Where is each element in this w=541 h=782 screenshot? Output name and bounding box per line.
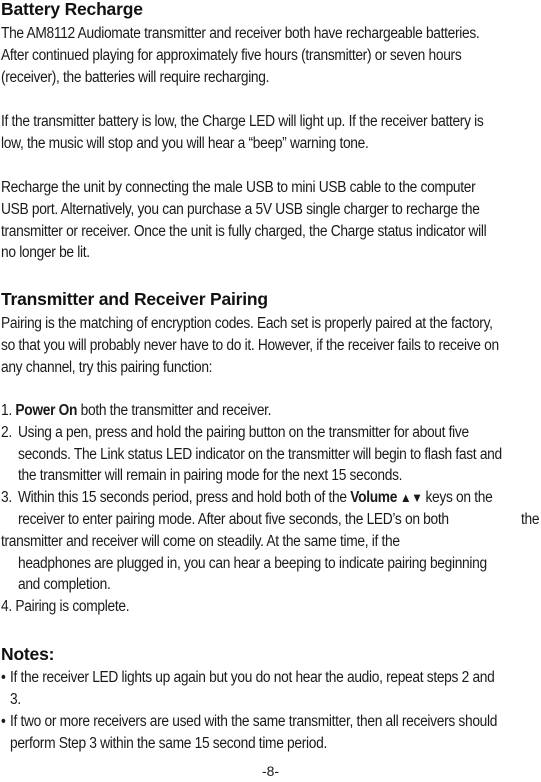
step-1 — [1, 400, 271, 422]
volume-up-down-icon: ▲▼ — [397, 490, 426, 505]
note-1-line1: If the receiver LED lights up again but you do not hear the audio, repeat steps 2 and — [10, 669, 495, 686]
note-1-bullet: • — [1, 669, 6, 686]
battery-p1-line2: After continued playing for approximately five hours (transmitter) or seven hours — [1, 47, 462, 64]
step-1-text: both the transmitter and receiver. — [77, 402, 272, 419]
battery-p3-line2: USB port. Alternatively, you can purchase a 5V USB single charger to recharge the — [1, 201, 480, 218]
pairing-heading: Transmitter and Receiver Pairing — [1, 289, 268, 309]
step-3-line1 — [18, 487, 492, 509]
step-1-number: 1. — [1, 402, 12, 419]
step-2-line3: the transmitter will remain in pairing mode for the next 15 seconds. — [18, 467, 403, 484]
battery-recharge-heading: Battery Recharge — [1, 0, 143, 19]
pairing-intro-line1: Pairing is the matching of encryption codes. Each set is properly paired at the factory, — [1, 315, 493, 332]
step-3-line3: transmitter and receiver will come on steadily. At the same time, if the — [1, 533, 400, 550]
notes-heading: Notes: — [1, 644, 55, 664]
step-3-line1-text: Within this 15 seconds period, press and hold both of the — [18, 489, 351, 506]
note-2-line2: perform Step 3 within the same 15 second time period. — [10, 735, 327, 752]
battery-p3-line3: transmitter or receiver. Once the unit is fully charged, the Charge status indicator will — [1, 223, 487, 240]
note-2-line1: If two or more receivers are used with the same transmitter, then all receivers should — [10, 713, 498, 730]
battery-p1-line3: (receiver), the batteries will require recharging. — [1, 69, 270, 86]
step-4-text: Pairing is complete. — [15, 598, 130, 615]
step-3-number: 3. — [1, 489, 12, 506]
step-2-line1: Using a pen, press and hold the pairing button on the transmitter for about five — [18, 424, 469, 441]
step-3-line2: receiver to enter pairing mode. After about five seconds, the LED’s on both — [18, 511, 449, 528]
battery-p2-line1: If the transmitter battery is low, the Charge LED will light up. If the receiver battery is — [1, 113, 484, 130]
pairing-intro-line2: so that you will probably never have to do it. However, if the receiver fails to receive on — [1, 337, 499, 354]
note-1-line2: 3. — [10, 691, 21, 708]
battery-p1-line1: The AM8112 Audiomate transmitter and receiver both have rechargeable batteries. — [1, 25, 480, 42]
battery-p3-line4: no longer be lit. — [1, 244, 90, 261]
step-2-line2: seconds. The Link status LED indicator on the transmitter will begin to flash fast and — [18, 446, 502, 463]
step-2-number: 2. — [1, 424, 12, 441]
battery-p3-line1: Recharge the unit by connecting the male USB to mini USB cable to the computer — [1, 179, 476, 196]
volume-key-label: Volume — [350, 489, 398, 506]
pairing-intro-line3: any channel, try this pairing function: — [1, 359, 213, 376]
step-4-number: 4. — [1, 598, 12, 615]
step-1-power-on: Power On — [15, 402, 78, 419]
page-number: -8- — [261, 763, 280, 779]
step-3-line4: headphones are plugged in, you can hear a beeping to indicate pairing beginning — [18, 555, 487, 572]
step-3-line5: and completion. — [18, 576, 111, 593]
note-2-bullet: • — [1, 713, 6, 730]
step-4 — [1, 596, 129, 618]
step-3-line2-end: the — [521, 511, 540, 528]
step-3-line1-end: keys on the — [425, 489, 493, 506]
battery-p2-line2: low, the music will stop and you will hear a “beep” warning tone. — [1, 135, 369, 152]
